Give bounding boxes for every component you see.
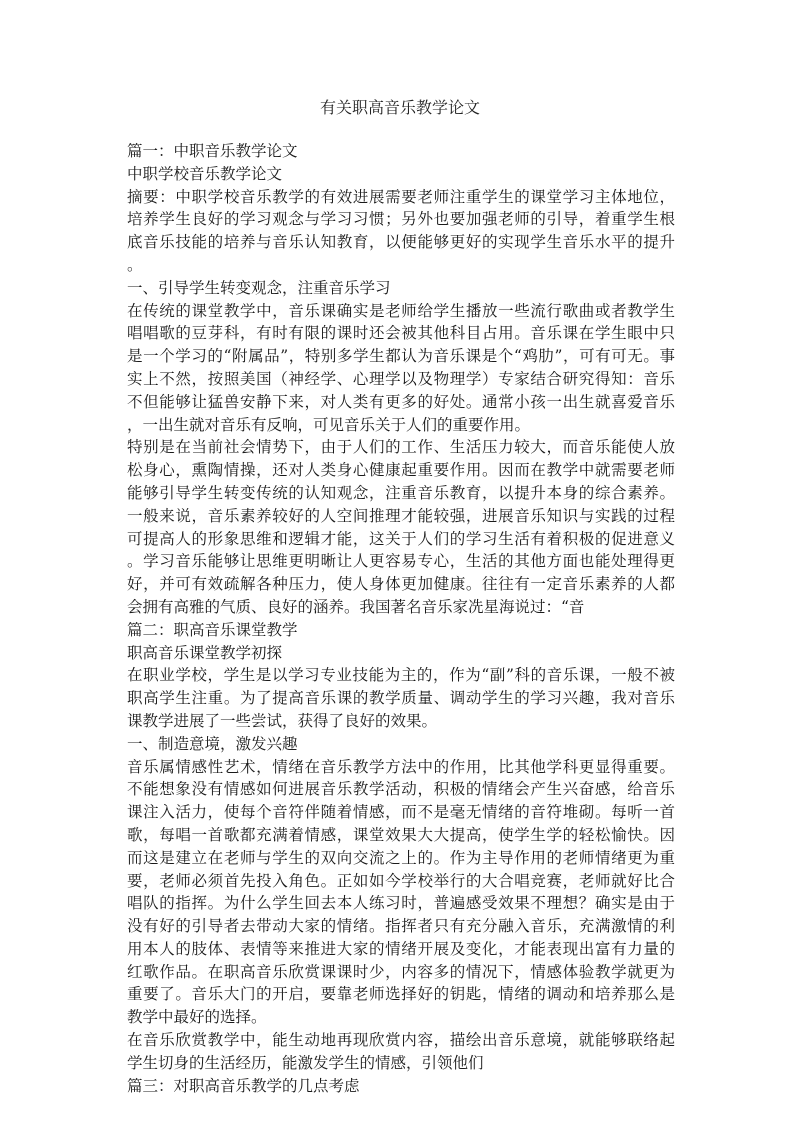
text-line: 唱队的指挥。为什么学生回去本人练习时，普遍感受效果不理想？确实是由于 (127, 894, 675, 913)
text-line: 要，老师必须首先投入角色。正如如今学校举行的大合唱竞赛，老师就好比合 (127, 871, 675, 890)
text-line: 松身心，熏陶情操，还对人类身心健康起重要作用。因而在教学中就需要老师 (127, 461, 675, 480)
text-line: 摘要：中职学校音乐教学的有效进展需要老师注重学生的课堂学习主体地位， (127, 187, 675, 206)
text-line: 课注入活力，使每个音符伴随着情感，而不是毫无情绪的音符堆砌。每听一首 (127, 803, 675, 822)
text-line: 是一个学习的“附属品”，特别多学生都认为音乐课是个“鸡肋”，可有可无。事 (127, 347, 675, 366)
text-line: 底音乐技能的培养与音乐认知教育，以便能够更好的实现学生音乐水平的提升 (127, 233, 675, 252)
text-line: 不能想象没有情感如何进展音乐教学活动，积极的情绪会产生兴奋感，给音乐 (127, 780, 675, 799)
text-line: 一、引导学生转变观念，注重音乐学习 (127, 278, 391, 297)
text-line: 教学中最好的选择。 (127, 1008, 267, 1027)
text-line: 没有好的引导者去带动大家的情绪。指挥者只有充分融入音乐，充满激情的利 (127, 917, 675, 936)
document-title: 有关职高音乐教学论文 (319, 98, 480, 117)
text-line: 重要了。音乐大门的开启，要靠老师选择好的钥匙，情绪的调动和培养那么是 (127, 985, 675, 1004)
text-line: 音乐属情感性艺术，情绪在音乐教学方法中的作用，比其他学科更显得重要。 (127, 757, 675, 776)
text-line: 实上不然，按照美国（神经学、心理学以及物理学）专家结合研究得知：音乐 (127, 369, 675, 388)
text-line: 会拥有高雅的气质、良好的涵养。我国著名音乐家冼星海说过：“音 (127, 597, 585, 616)
text-line: 在传统的课堂教学中，音乐课确实是老师给学生播放一些流行歌曲或者教学生 (127, 301, 675, 320)
text-line: ，一出生就对音乐有反响，可见音乐关于人们的重要作用。 (127, 415, 531, 434)
text-line: 篇二：职高音乐课堂教学 (127, 620, 298, 639)
text-line: 不但能够让猛兽安静下来，对人类有更多的好处。通常小孩一出生就喜爱音乐 (127, 392, 675, 411)
text-line: 唱唱歌的豆芽科，有时有限的课时还会被其他科目占用。音乐课在学生眼中只 (127, 324, 675, 343)
text-line: 。学习音乐能够让思维更明晰让人更容易专心，生活的其他方面也能处理得更 (127, 552, 675, 571)
text-line: 学生切身的生活经历，能激发学生的情感，引领他们 (127, 1053, 484, 1072)
text-line: 职高学生注重。为了提高音乐课的教学质量、调动学生的学习兴趣，我对音乐 (127, 689, 675, 708)
text-line: 中职学校音乐教学论文 (127, 164, 283, 183)
text-line: 可提高人的形象思维和逻辑才能，这关于人们的学习生活有着积极的促进意义 (127, 529, 675, 548)
text-line: 而这是建立在老师与学生的双向交流之上的。作为主导作用的老师情绪更为重 (127, 848, 675, 867)
text-line: 。 (127, 255, 143, 274)
text-line: 篇一：中职音乐教学论文 (127, 142, 298, 160)
text-line: 好，并可有效疏解各种压力，使人身体更加健康。往往有一定音乐素养的人都 (127, 575, 675, 594)
text-line: 用本人的肢体、表情等来推进大家的情绪开展及变化，才能表现出富有力量的 (127, 939, 675, 958)
text-line: 一、制造意境，激发兴趣 (127, 734, 298, 753)
text-line: 在职业学校，学生是以学习专业技能为主的，作为“副”科的音乐课，一般不被 (127, 666, 675, 685)
text-line: 歌，每唱一首歌都充满着情感，课堂效果大大提高，使学生学的轻松愉快。因 (127, 825, 675, 844)
text-line: 篇三：对职高音乐教学的几点考虑 (127, 1076, 360, 1095)
text-line: 职高音乐课堂教学初探 (127, 643, 283, 662)
text-line: 一般来说，音乐素养较好的人空间推理才能较强，进展音乐知识与实践的过程 (127, 506, 675, 525)
text-line: 课教学进展了一些尝试，获得了良好的效果。 (127, 711, 438, 730)
text-line: 红歌作品。在职高音乐欣赏课课时少，内容多的情况下，情感体验教学就更为 (127, 962, 675, 981)
document-body (127, 140, 675, 1097)
text-line: 在音乐欣赏教学中，能生动地再现欣赏内容，描绘出音乐意境，就能够联络起 (127, 1031, 675, 1050)
text-line: 培养学生良好的学习观念与学习习惯；另外也要加强老师的引导，着重学生根 (127, 210, 675, 229)
text-line: 特别是在当前社会情势下，由于人们的工作、生活压力较大，而音乐能使人放 (127, 438, 675, 457)
text-line: 能够引导学生转变传统的认知观念，注重音乐教育，以提升本身的综合素养。 (127, 483, 675, 502)
